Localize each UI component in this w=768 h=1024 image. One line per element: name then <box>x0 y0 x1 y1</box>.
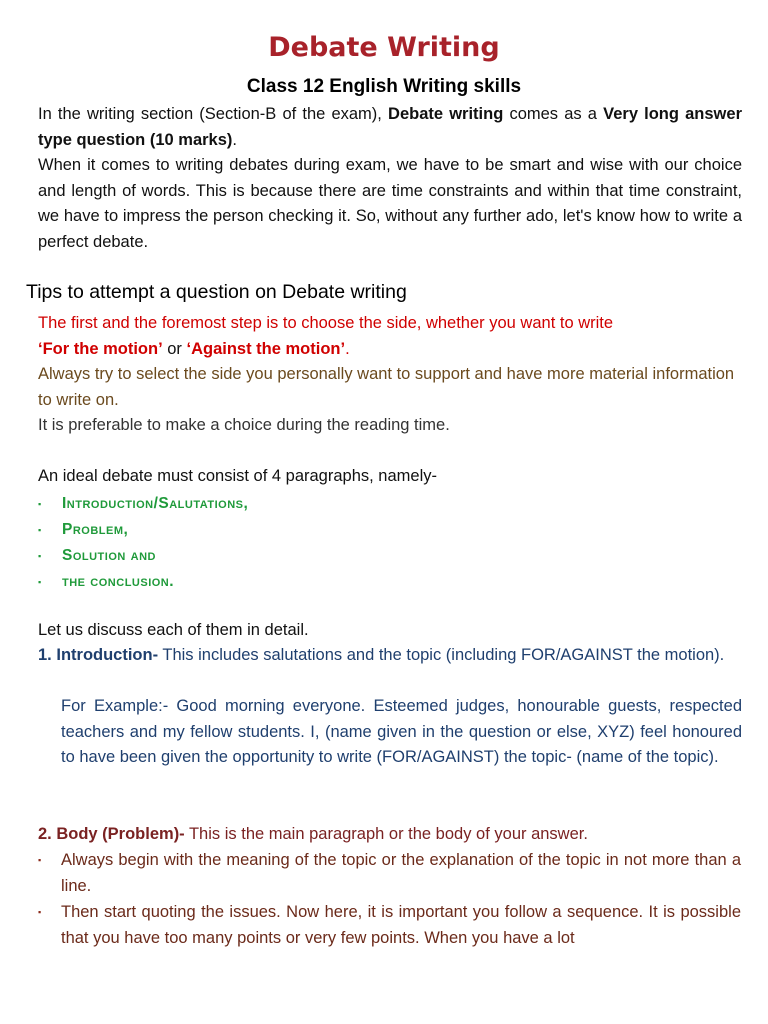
tips-brown-line: Always try to select the side you personally want to support and have more material information to write on. <box>38 365 735 409</box>
list-item-label: Introduction/Salutations, <box>62 495 249 512</box>
intro-paragraph-2: When it comes to writing debates during exam, we have to be smart and wise with our choice and length of words. This is because there are time constraints and within that time constraint, we have to impress the person checking it. So, without any further ado, let's know how to write a perfect debate. <box>38 156 742 251</box>
page-subtitle: Class 12 English Writing skills <box>246 76 522 97</box>
list-item <box>38 517 248 543</box>
list-item <box>38 569 248 595</box>
tips-grey-line: It is preferable to make a choice during the reading time. <box>38 416 450 434</box>
list-item-label: the conclusion. <box>62 573 175 590</box>
intro-paragraph-1 <box>38 102 742 153</box>
intro-bold-debate: Debate writing <box>388 105 504 123</box>
details-lead: Let us discuss each of them in detail. <box>38 621 309 639</box>
intro-text: In the writing section (Section-B of the exam), <box>38 105 389 123</box>
intro-text: . <box>232 130 237 149</box>
bullet-icon: ▪ <box>38 499 42 509</box>
section-1-text: This includes salutations and the topic (including FOR/AGAINST the motion). <box>158 646 725 664</box>
tips-red-text: The first and the foremost step is to choose the side, whether you want to write <box>38 314 614 332</box>
against-motion-label: ‘Against the motion’ <box>186 339 346 358</box>
bullet-icon: ▪ <box>38 551 42 561</box>
intro-text: comes as a <box>503 105 604 123</box>
list-item-label: Then start quoting the issues. Now here, it is important you follow a sequence. It is possible that you have too many points or very few points. When you have a lot <box>61 903 741 947</box>
list-item-label: Solution and <box>62 547 156 564</box>
tips-heading: Tips to attempt a question on Debate writing <box>26 281 407 303</box>
bullet-icon: ▪ <box>38 855 42 865</box>
section-2-title: 2. Body (Problem)- <box>38 825 185 843</box>
bullet-icon: ▪ <box>38 907 42 917</box>
or-text: or <box>162 339 187 358</box>
section-1-number: 1. <box>38 646 57 664</box>
list-item <box>38 491 248 517</box>
for-motion-label: ‘For the motion’ <box>38 339 163 358</box>
section-2-text: This is the main paragraph or the body of your answer. <box>184 825 588 843</box>
section-1-example: For Example:- Good morning everyone. Esteemed judges, honourable guests, respected teachers and my fellow students. I, (name given in the question or else, XYZ) feel honoured to have been given the opportunity to write (FOR/AGAINST) the topic- (name of the topic). <box>61 697 742 766</box>
list-item <box>38 543 248 569</box>
section-1-introduction <box>38 643 742 669</box>
intro-bold-question-type: Very long answer type question (10 marks) <box>38 105 742 149</box>
bullet-icon: ▪ <box>38 577 42 587</box>
tips-red-line <box>38 311 742 362</box>
list-item-label: Problem, <box>62 521 129 538</box>
paragraph-list <box>38 491 248 595</box>
section-2-body <box>38 822 742 848</box>
page-title: Debate Writing <box>268 32 500 63</box>
period-text: . <box>345 339 350 358</box>
list-item <box>38 848 742 899</box>
list-item-label: Always begin with the meaning of the topic or the explanation of the topic in not more than a line. <box>61 851 741 895</box>
section-1-title: Introduction- <box>56 646 159 664</box>
paragraphs-intro-line: An ideal debate must consist of 4 paragraphs, namely- <box>38 467 437 485</box>
list-item <box>38 900 742 951</box>
bullet-icon: ▪ <box>38 525 42 535</box>
